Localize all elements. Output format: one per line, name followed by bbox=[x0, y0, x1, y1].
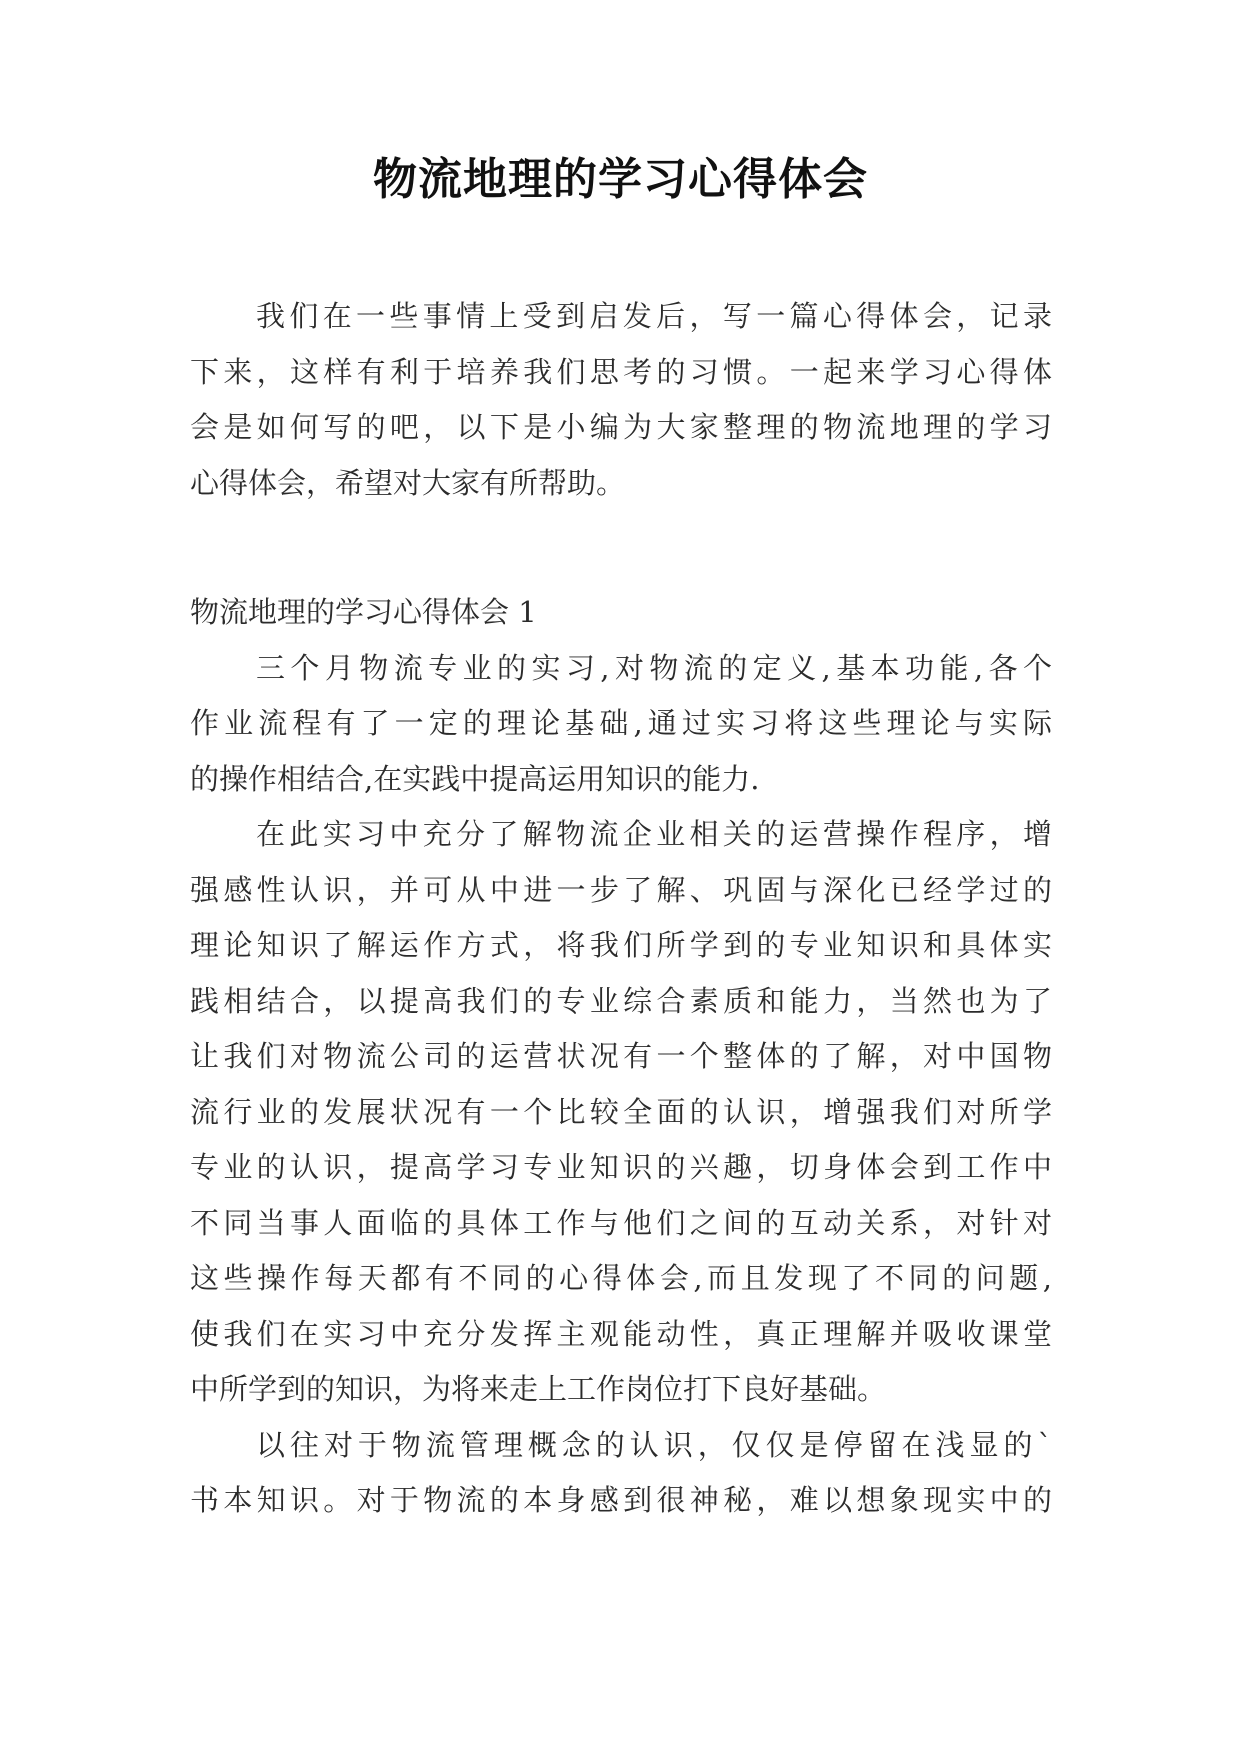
paragraph-line: 让我们对物流公司的运营状况有一个整体的了解，对中国物 bbox=[190, 1039, 1052, 1073]
paragraph-line: 不同当事人面临的具体工作与他们之间的互动关系，对针对 bbox=[190, 1205, 1052, 1240]
paragraph-1 bbox=[190, 641, 1052, 808]
section-heading: 物流地理的学习心得体会 1 bbox=[190, 595, 537, 629]
paragraph-line: 专业的认识，提高学习专业知识的兴趣，切身体会到工作中 bbox=[190, 1150, 1052, 1184]
paragraph-line: 三个月物流专业的实习,对物流的定义,基本功能,各个 bbox=[256, 650, 1052, 685]
paragraph-line: 中所学到的知识，为将来走上工作岗位打下良好基础。 bbox=[190, 1372, 887, 1406]
paragraph-3 bbox=[190, 1418, 1052, 1529]
document-body bbox=[190, 289, 1052, 1529]
paragraph-line: 使我们在实习中充分发挥主观能动性，真正理解并吸收课堂 bbox=[190, 1316, 1052, 1351]
paragraph-2 bbox=[190, 807, 1052, 1418]
paragraph-line: 践相结合，以提高我们的专业综合素质和能力，当然也为了 bbox=[190, 983, 1052, 1018]
paragraph-line: 在此实习中充分了解物流企业相关的运营操作程序，增 bbox=[256, 817, 1052, 851]
intro-line: 心得体会，希望对大家有所帮助。 bbox=[190, 465, 626, 500]
intro-line: 会是如何写的吧，以下是小编为大家整理的物流地理的学习 bbox=[190, 410, 1052, 444]
document-title: 物流地理的学习心得体会 bbox=[373, 154, 868, 205]
paragraph-line: 流行业的发展状况有一个比较全面的认识，增强我们对所学 bbox=[190, 1094, 1052, 1129]
paragraph-gap bbox=[190, 511, 1052, 585]
intro-line: 我们在一些事情上受到启发后，写一篇心得体会，记录 bbox=[256, 299, 1052, 333]
intro-line: 下来，这样有利于培养我们思考的习惯。一起来学习心得体 bbox=[190, 354, 1052, 389]
paragraph-line: 这些操作每天都有不同的心得体会,而且发现了不同的问题, bbox=[190, 1261, 1052, 1295]
intro-paragraph bbox=[190, 289, 1052, 511]
paragraph-line: 书本知识。对于物流的本身感到很神秘，难以想象现实中的 bbox=[190, 1483, 1052, 1517]
paragraph-line: 理论知识了解运作方式，将我们所学到的专业知识和具体实 bbox=[190, 928, 1052, 962]
paragraph-line: 的操作相结合,在实践中提高运用知识的能力. bbox=[190, 761, 760, 796]
paragraph-line: 以往对于物流管理概念的认识，仅仅是停留在浅显的` bbox=[256, 1427, 1052, 1462]
paragraph-line: 作业流程有了一定的理论基础,通过实习将这些理论与实际 bbox=[190, 706, 1052, 740]
paragraph-line: 强感性认识，并可从中进一步了解、巩固与深化已经学过的 bbox=[190, 872, 1052, 907]
